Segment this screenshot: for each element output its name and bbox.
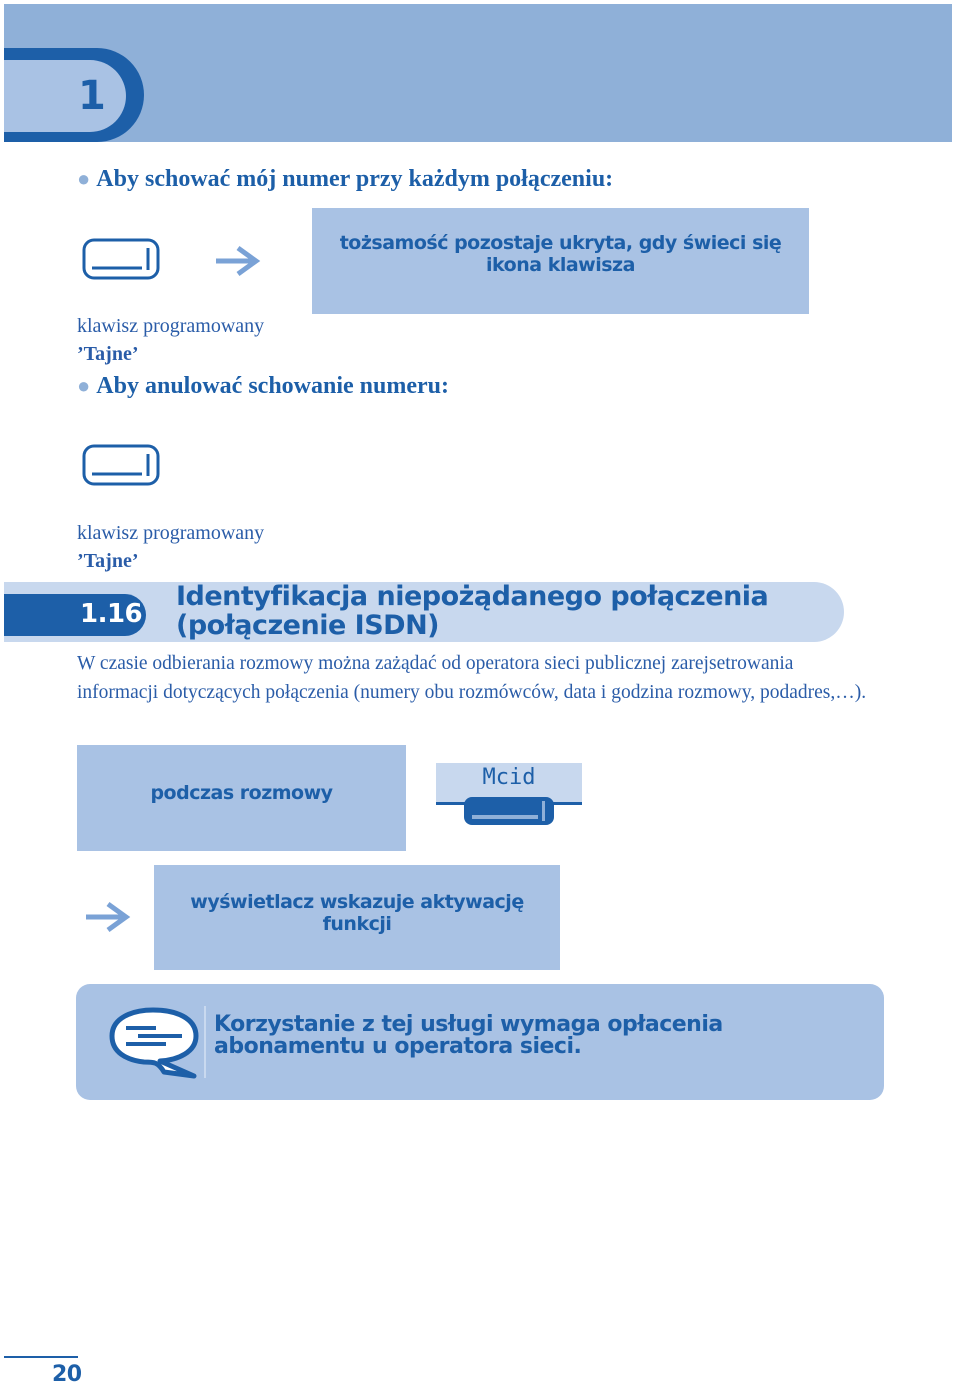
hide-key-caption — [77, 312, 264, 368]
display-result-box — [154, 865, 560, 970]
display-key-label: Mcid — [482, 765, 536, 790]
section-number: 1.16 — [80, 599, 143, 629]
page-number: 20 — [52, 1362, 82, 1387]
section-title: Identyfikacja niepożądanego połączenia (połączenie ISDN) — [176, 581, 769, 641]
chapter-tab-inner — [4, 60, 126, 132]
cancel-hide-title — [77, 373, 449, 400]
top-banner — [4, 4, 952, 142]
during-call-text: podczas rozmowy — [150, 782, 333, 804]
bullet-icon: ● — [77, 373, 91, 398]
hide-number-title-text: Aby schować mój numer przy każdym połączeniu: — [96, 166, 614, 192]
display-result-text: wyświetlacz wskazuje aktywację funkcji — [190, 891, 524, 935]
note-text: Korzystanie z tej usługi wymaga opłacenia abonamentu u operatora sieci. — [214, 1012, 723, 1059]
speech-bubble-icon — [104, 1006, 202, 1080]
cancel-key-caption-line1: klawisz programowany — [77, 522, 265, 544]
hide-result-text: tożsamość pozostaje ukryta, gdy świeci się ikona klawisza — [339, 232, 782, 276]
cancel-hide-title-text: Aby anulować schowanie numeru: — [96, 373, 449, 399]
chapter-number: 1 — [78, 73, 106, 119]
arrow-right-icon — [212, 244, 262, 278]
hide-number-title — [77, 166, 613, 193]
footer-rule — [4, 1356, 78, 1358]
bullet-icon: ● — [77, 166, 91, 191]
cancel-key-caption — [77, 519, 264, 575]
during-call-box — [77, 745, 406, 851]
cancel-key-caption-line2: ’Tajne’ — [77, 550, 139, 572]
section-paragraph: W czasie odbierania rozmowy można zażądać od operatora sieci publicznej zarejsetrowania informacji dotyczących połączenia (numery obu rozmówców, data i godzina rozmowy, podadres,…). — [77, 653, 867, 703]
programmable-key-icon[interactable] — [82, 444, 160, 486]
hide-result-box — [312, 208, 809, 314]
arrow-right-icon — [82, 900, 132, 934]
programmable-key-icon[interactable] — [82, 238, 160, 280]
mcid-softkey-icon[interactable] — [462, 795, 556, 827]
hide-key-caption-line2: ’Tajne’ — [77, 343, 139, 365]
hide-key-caption-line1: klawisz programowany — [77, 315, 265, 337]
